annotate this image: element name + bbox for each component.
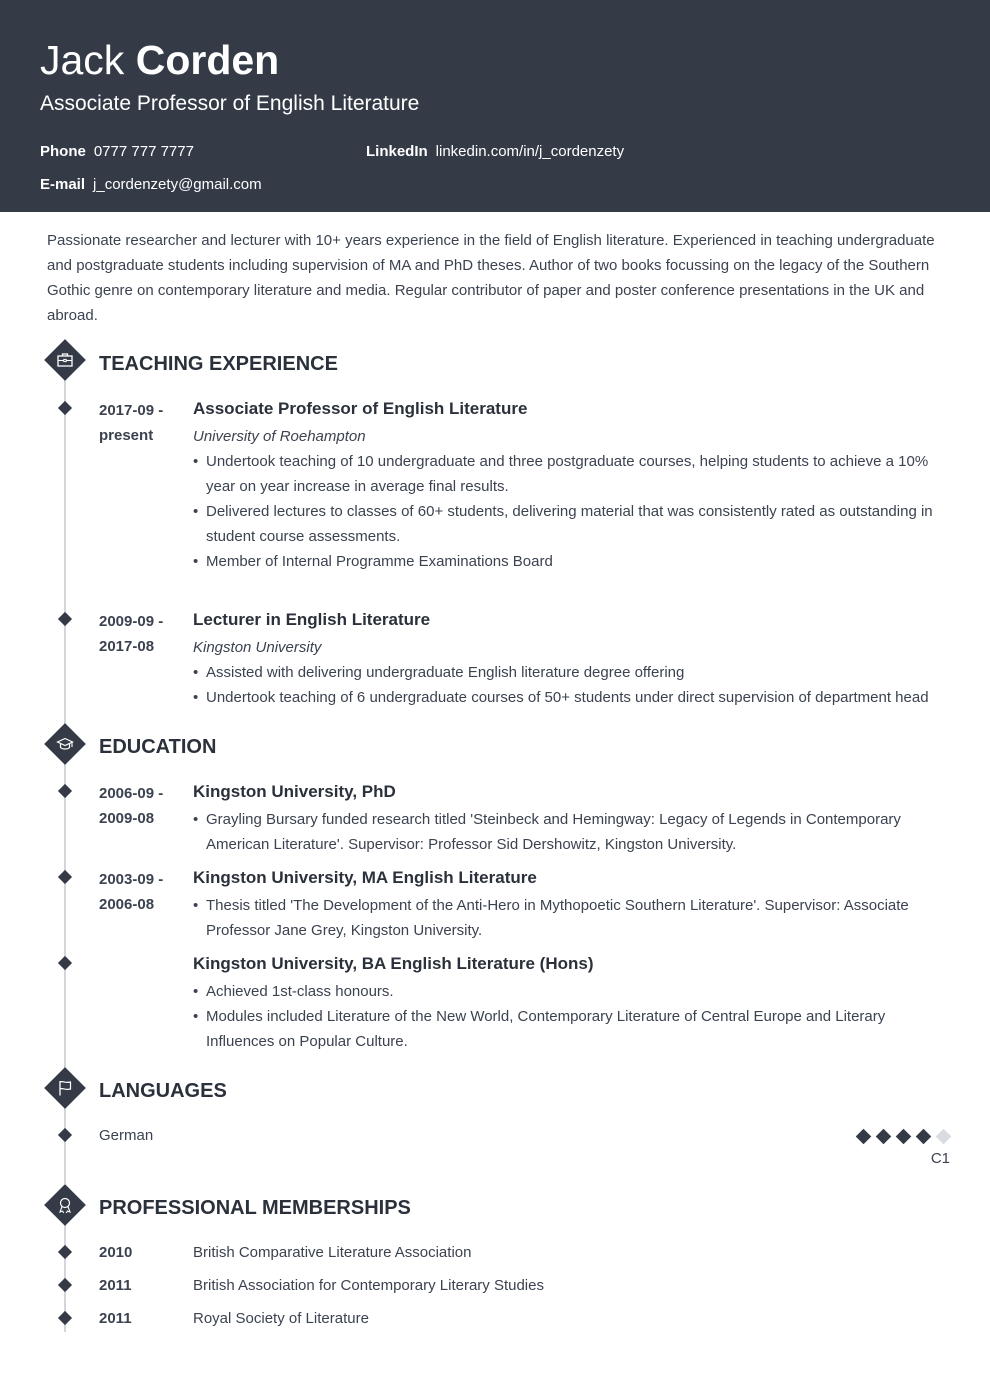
award-icon <box>56 1196 74 1214</box>
date-end: present <box>99 427 154 444</box>
last-name: Corden <box>135 37 280 83</box>
employer: University of Roehampton <box>193 428 366 445</box>
list-item: • Assisted with delivering undergraduate English literature degree offering <box>193 660 943 685</box>
item-date <box>99 867 189 917</box>
rating-diamond-filled <box>896 1128 912 1144</box>
language-name: German <box>99 1127 154 1144</box>
contact-phone <box>40 142 194 162</box>
degree-title: Kingston University, PhD <box>193 782 396 801</box>
rating-diamond-filled <box>916 1128 932 1144</box>
section-title-teaching: TEACHING EXPERIENCE <box>99 353 338 375</box>
timeline-dot <box>58 784 72 798</box>
timeline-line <box>64 760 66 1068</box>
membership-year: 2011 <box>99 1277 132 1294</box>
resume-header <box>0 0 990 212</box>
list-item: • Grayling Bursary funded research titled 'Steinbeck and Hemingway: Legacy of Legends in Contemporary American Literature'. Supervisor: Professor Sid Dershowitz, Kingston University. <box>193 807 943 857</box>
rating-diamond-filled <box>876 1128 892 1144</box>
timeline-dot <box>58 612 72 626</box>
timeline-dot <box>58 401 72 415</box>
job-title: Associate Professor of English Literature <box>193 399 528 418</box>
section-title-memberships: PROFESSIONAL MEMBERSHIPS <box>99 1197 411 1219</box>
item-date <box>99 781 189 831</box>
item-date <box>99 609 189 659</box>
timeline-dot <box>58 1128 72 1142</box>
memberships-section-icon <box>47 1187 83 1223</box>
membership-name: Royal Society of Literature <box>193 1310 369 1327</box>
timeline-dot <box>58 1278 72 1292</box>
date-start: 2017-09 - <box>99 402 164 419</box>
list-item: • Undertook teaching of 6 undergraduate courses of 50+ students under direct supervision of department head <box>193 685 943 710</box>
briefcase-icon <box>56 351 74 369</box>
rating-diamond-empty <box>936 1128 952 1144</box>
timeline-dot <box>58 956 72 970</box>
degree-title: Kingston University, MA English Literature <box>193 868 537 887</box>
timeline-dot <box>58 1311 72 1325</box>
membership-year: 2011 <box>99 1310 132 1327</box>
timeline-line <box>64 1104 66 1184</box>
section-title-languages: LANGUAGES <box>99 1080 227 1102</box>
degree-bullets <box>193 893 943 943</box>
job-bullets <box>193 449 943 574</box>
date-end: 2017-08 <box>99 638 155 655</box>
job-title: Lecturer in English Literature <box>193 610 431 629</box>
timeline-line <box>64 378 66 728</box>
date-end: 2009-08 <box>99 810 155 827</box>
membership-name: British Association for Contemporary Literary Studies <box>193 1277 544 1294</box>
list-item: • Achieved 1st-class honours. <box>193 979 943 1004</box>
rating-diamond-filled <box>856 1128 872 1144</box>
contact-linkedin <box>366 142 624 162</box>
education-section-icon <box>47 726 83 762</box>
contact-email <box>40 175 262 195</box>
timeline-dot <box>58 1245 72 1259</box>
contact-label: LinkedIn <box>366 143 428 160</box>
list-item: • Modules included Literature of the New World, Contemporary Literature of Central Europe and Literary Influences on Popular Culture. <box>193 1004 943 1054</box>
flag-icon <box>56 1079 74 1097</box>
list-item: • Undertook teaching of 10 undergraduate and three postgraduate courses, helping students to achieve a 10% year on year increase in average final results. <box>193 449 943 499</box>
degree-bullets <box>193 979 943 1054</box>
linkedin-link[interactable]: linkedin.com/in/j_cordenzety <box>435 143 625 160</box>
list-item: • Thesis titled 'The Development of the Anti-Hero in Mythopoetic Southern Literature'. Supervisor: Associate Professor Jane Grey, Kingston University. <box>193 893 943 943</box>
job-headline: Associate Professor of English Literature <box>40 92 420 115</box>
date-end: 2006-08 <box>99 896 155 913</box>
membership-name: British Comparative Literature Association <box>193 1244 472 1261</box>
graduation-cap-icon <box>56 735 74 753</box>
degree-title: Kingston University, BA English Literature (Hons) <box>193 954 594 973</box>
phone-value: 0777 777 7777 <box>93 143 194 160</box>
profile-summary: Passionate researcher and lecturer with 10+ years experience in the field of English literature. Experienced in teaching undergraduate and postgraduate students including supervision of MA and PhD theses. Author of two books focussing on the legacy of the Southern Gothic genre on contemporary literature and media. Regular contributor of paper and poster conference presentations in the UK and abroad. <box>47 232 935 324</box>
list-item: • Delivered lectures to classes of 60+ students, delivering material that was consistently rated as outstanding in student course assessments. <box>193 499 943 549</box>
degree-bullets <box>193 807 943 857</box>
item-date <box>99 398 189 448</box>
email-link[interactable]: j_cordenzety@gmail.com <box>93 176 262 193</box>
timeline-dot <box>58 870 72 884</box>
employer: Kingston University <box>193 639 322 656</box>
language-level: C1 <box>930 1150 950 1167</box>
date-start: 2009-09 - <box>99 613 164 630</box>
full-name <box>40 36 279 84</box>
contact-label: E-mail <box>40 176 86 193</box>
list-item: • Member of Internal Programme Examinations Board <box>193 549 943 574</box>
job-bullets <box>193 660 943 710</box>
languages-section-icon <box>47 1070 83 1106</box>
membership-year: 2010 <box>99 1244 133 1261</box>
language-rating <box>857 1128 950 1144</box>
section-title-education: EDUCATION <box>99 736 217 758</box>
contact-label: Phone <box>40 143 86 160</box>
first-name: Jack <box>40 37 125 83</box>
teaching-section-icon <box>47 342 83 378</box>
date-start: 2003-09 - <box>99 871 164 888</box>
date-start: 2006-09 - <box>99 785 164 802</box>
